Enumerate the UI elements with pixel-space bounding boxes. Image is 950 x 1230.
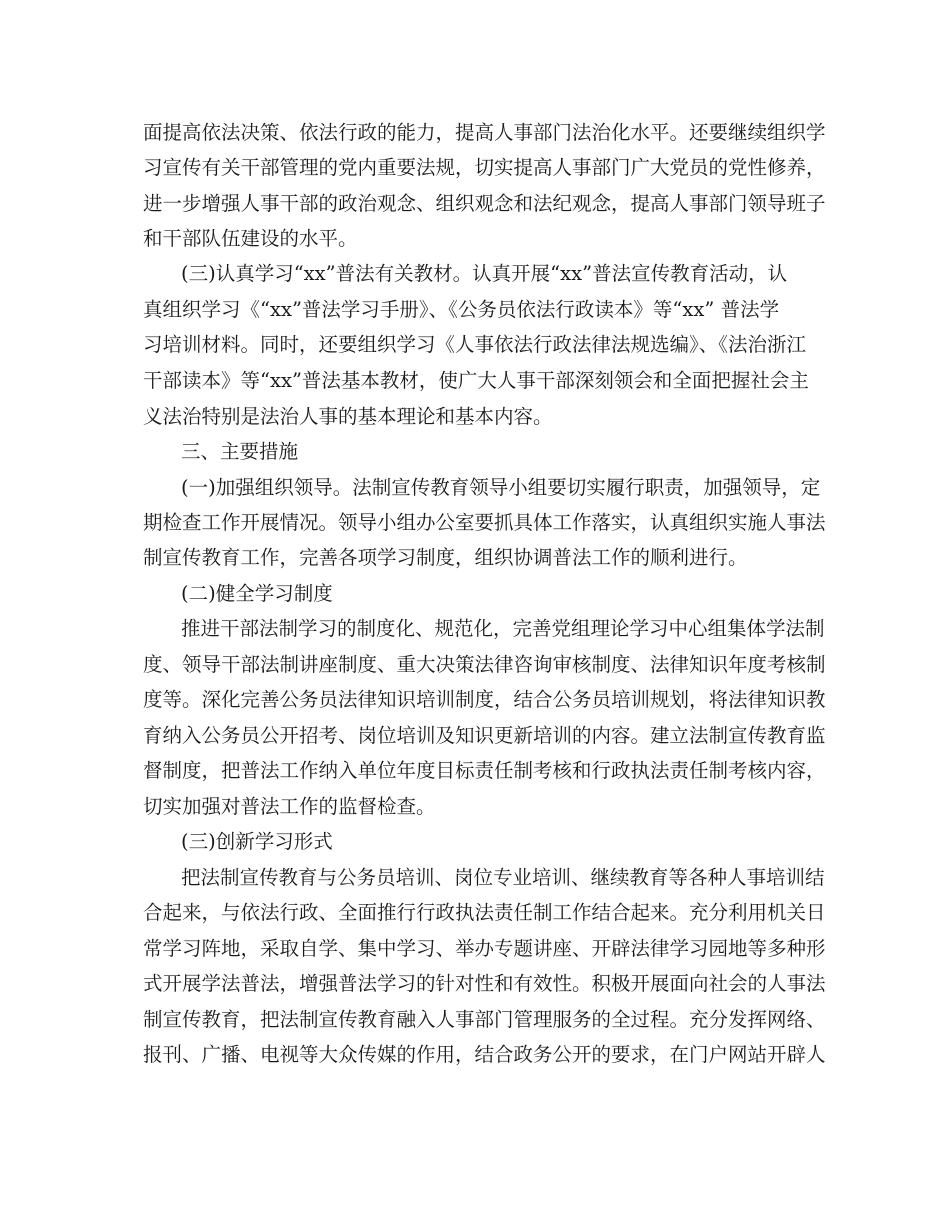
body-text-line: 制宣传教育，把法制宣传教育融入人事部门管理服务的全过程。充分发挥网络、: [143, 1008, 826, 1031]
body-text-line: 习培训材料。同时，还要组织学习《人事依法行政法律法规选编》、《法治浙江: [143, 333, 807, 356]
body-text-line: 期检查工作开展情况。领导小组办公室要抓具体工作落实，认真组织实施人事法: [143, 511, 826, 534]
subsection-heading-line: (一)加强组织领导。法制宣传教育领导小组要切实履行职责，加强领导，定: [181, 476, 821, 499]
body-text-line: 度、领导干部法制讲座制度、重大决策法律咨询审核制度、法律知识年度考核制: [143, 653, 826, 676]
body-text-line: 推进干部法制学习的制度化、规范化，完善党组理论学习中心组集体学法制: [181, 617, 825, 640]
body-text-line: 切实加强对普法工作的监督检查。: [143, 795, 436, 818]
section-heading: 三、主要措施: [181, 440, 299, 463]
subsection-heading: (三)创新学习形式: [181, 830, 333, 853]
body-text-line: 常学习阵地，采取自学、集中学习、举办专题讲座、开辟法律学习园地等多种形: [143, 937, 826, 960]
body-text-line: 干部读本》等“xx”普法基本教材，使广大人事干部深刻领会和全面把握社会主: [143, 369, 809, 392]
subsection-heading: (二)健全学习制度: [181, 582, 333, 605]
body-text-line: 报刊、广播、电视等大众传媒的作用，结合政务公开的要求，在门户网站开辟人: [143, 1043, 826, 1066]
body-text-line: 督制度，把普法工作纳入单位年度目标责任制考核和行政执法责任制考核内容，: [143, 759, 826, 782]
body-text-line: 度等。深化完善公务员法律知识培训制度，结合公务员培训规划，将法律知识教: [143, 688, 826, 711]
body-text-line: 育纳入公务员公开招考、岗位培训及知识更新培训的内容。建立法制宣传教育监: [143, 724, 826, 747]
body-text-line: 真组织学习《“xx”普法学习手册》、《公务员依法行政读本》等“xx” 普法学: [143, 298, 780, 321]
body-text-line: 面提高依法决策、依法行政的能力，提高人事部门法治化水平。还要继续组织学: [143, 121, 826, 144]
body-text-line: 式开展学法普法，增强普法学习的针对性和有效性。积极开展面向社会的人事法: [143, 972, 826, 995]
body-text-line: 合起来，与依法行政、全面推行行政执法责任制工作结合起来。充分利用机关日: [143, 901, 826, 924]
section-heading-line: (三)认真学习“xx”普法有关教材。认真开展“xx”普法宣传教育活动，认: [181, 262, 788, 285]
body-text-line: 义法治特别是法治人事的基本理论和基本内容。: [143, 405, 553, 428]
body-text-line: 习宣传有关干部管理的党内重要法规，切实提高人事部门广大党员的党性修养，: [143, 156, 826, 179]
body-text-line: 和干部队伍建设的水平。: [143, 227, 358, 250]
body-text-line: 进一步增强人事干部的政治观念、组织观念和法纪观念，提高人事部门领导班子: [143, 192, 826, 215]
body-text-line: 制宣传教育工作，完善各项学习制度，组织协调普法工作的顺利进行。: [143, 546, 748, 569]
body-text-line: 把法制宣传教育与公务员培训、岗位专业培训、继续教育等各种人事培训结: [181, 866, 825, 889]
